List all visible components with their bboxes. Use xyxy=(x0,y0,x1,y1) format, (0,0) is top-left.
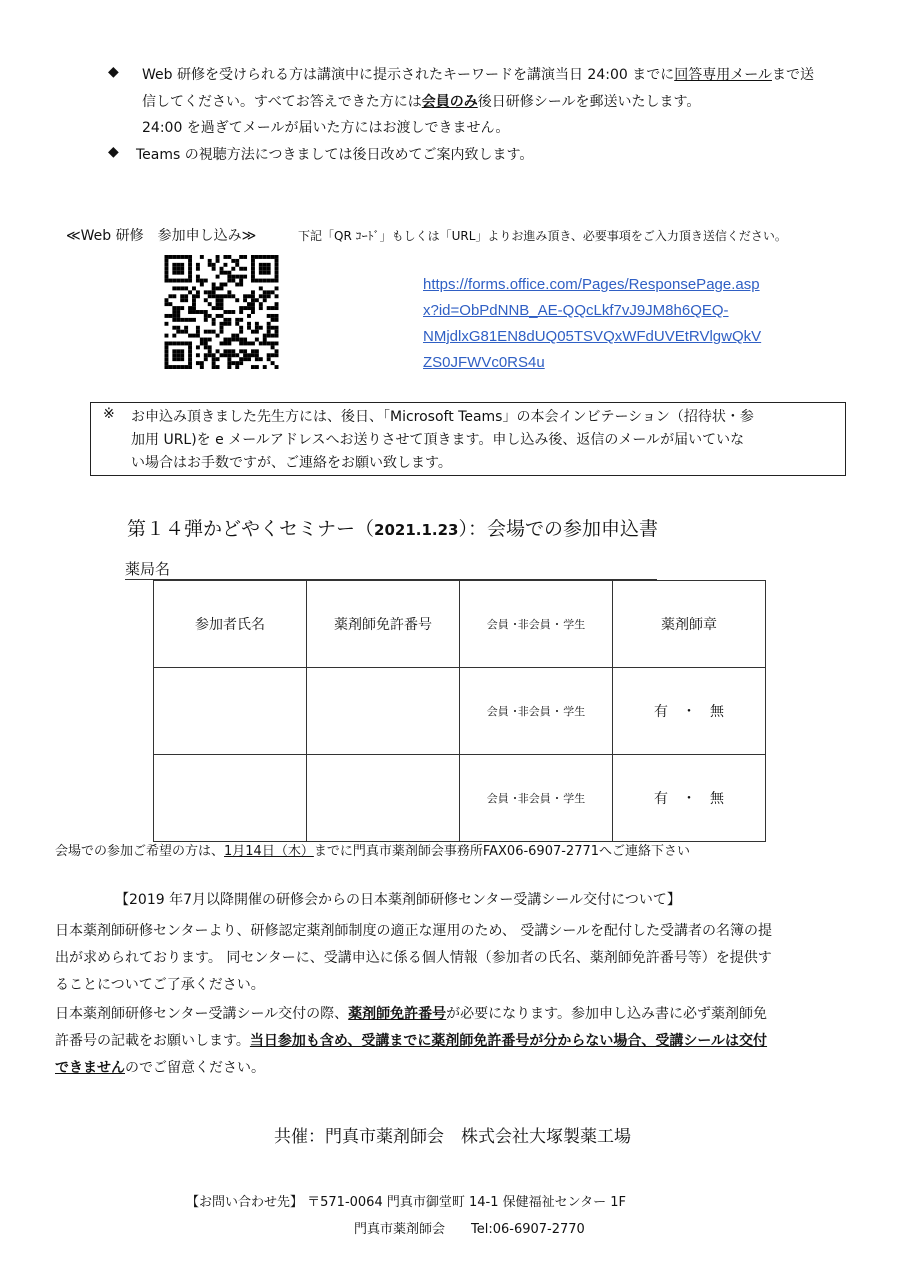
paragraph-line xyxy=(55,1055,772,1082)
bullet-line xyxy=(142,91,700,111)
seminar-date: 2021.1.23 xyxy=(374,521,459,539)
contact-phone: 門真市薬剤師会 Tel:06-6907-2770 xyxy=(354,1222,585,1237)
bullet-line: Teams の視聴方法につきましては後日改めてご案内致します。 xyxy=(136,147,534,163)
table-row xyxy=(154,755,766,842)
title-text: 第１４弾かどやくセミナー（ xyxy=(127,518,375,540)
name-cell[interactable] xyxy=(154,668,307,755)
table-header-row xyxy=(154,581,766,668)
text: 会場での参加ご希望の方は、 xyxy=(55,844,225,859)
badge-cell[interactable]: 有 ・ 無 xyxy=(613,755,766,842)
text: Web 研修を受けられる方は講演中に提示されたキーワードを講演当日 24:00 までに xyxy=(142,67,675,83)
reference-mark: ※ xyxy=(103,406,115,422)
text: 日本薬剤師研修センター受講シール交付の際、 xyxy=(55,1006,349,1022)
title-text: ）：会場での参加申込書 xyxy=(458,518,658,540)
seal-section-title: 【2019 年7月以降開催の研修会からの日本薬剤師研修センター受講シール交付について】 xyxy=(115,892,681,908)
emphasis: できません xyxy=(55,1060,125,1076)
text: のでご留意ください。 xyxy=(125,1060,265,1076)
table-row xyxy=(154,668,766,755)
header-name: 参加者氏名 xyxy=(154,581,307,668)
text: 後日研修シールを郵送いたします。 xyxy=(477,94,701,110)
emphasis: 薬剤師免許番号 xyxy=(348,1006,447,1022)
text: 信してください。すべてお答えできた方には xyxy=(142,94,422,110)
underlined-text: 会員のみ xyxy=(421,94,478,110)
header-badge: 薬剤師章 xyxy=(613,581,766,668)
bullet-diamond-icon: ◆ xyxy=(108,144,119,160)
text: 許番号の記載をお願いします。 xyxy=(55,1033,250,1049)
deadline: 1月14日（木） xyxy=(224,844,314,859)
pharmacy-name-field[interactable] xyxy=(125,558,657,580)
web-heading: ≪Web 研修 参加申し込み≫ xyxy=(66,228,257,244)
paragraph-line xyxy=(55,1028,772,1055)
emphasis: 当日参加も含め、受講までに薬剤師免許番号が分からない場合、受講シールは交付 xyxy=(249,1033,768,1049)
registration-table xyxy=(153,580,766,842)
venue-note xyxy=(55,840,690,859)
text: が必要になります。参加申し込み書に必ず薬剤師免 xyxy=(446,1006,768,1022)
paragraph-line xyxy=(55,1001,772,1028)
paragraph-line: 日本薬剤師研修センターより、研修認定薬剤師制度の適正な運用のため、 受講シールを配付した受講者の名簿の提 xyxy=(55,923,773,939)
url-line[interactable]: https://forms.office.com/Pages/ResponsePage.asp xyxy=(423,276,760,293)
notice-line: お申込み頂きました先生方には、後日、「Microsoft Teams」の本会インビテーション（招待状・参 xyxy=(131,409,754,425)
name-cell[interactable] xyxy=(154,755,307,842)
qr-code[interactable] xyxy=(163,255,280,369)
form-url-link[interactable] xyxy=(423,272,761,376)
form-title xyxy=(127,514,658,541)
text: まで送 xyxy=(771,67,814,83)
notice-box xyxy=(90,402,846,476)
paragraph-line: 出が求められております。 同センターに、受講申込に係る個人情報（参加者の氏名、薬剤師免許番号等）を提供す xyxy=(55,950,772,966)
badge-cell[interactable]: 有 ・ 無 xyxy=(613,668,766,755)
header-membership: 会員 ･非会員 ･ 学生 xyxy=(460,581,613,668)
bullet-line: 24:00 を過ぎてメールが届いた方にはお渡しできません。 xyxy=(142,120,510,136)
url-line[interactable]: ZS0JFWVc0RS4u xyxy=(423,354,545,371)
membership-cell[interactable]: 会員 ･非会員 ･ 学生 xyxy=(460,668,613,755)
license-cell[interactable] xyxy=(307,755,460,842)
bullet-line xyxy=(142,64,814,84)
pharmacy-label: 薬局名 xyxy=(125,560,171,578)
bullet-diamond-icon: ◆ xyxy=(108,64,119,80)
license-cell[interactable] xyxy=(307,668,460,755)
notice-text xyxy=(131,406,754,475)
web-instruction: 下記「QR ｺｰﾄﾞ」もしくは「URL」よりお進み頂き、必要事項をご入力頂き送信ください。 xyxy=(298,229,787,243)
co-sponsors: 共催：門真市薬剤師会 株式会社大塚製薬工場 xyxy=(274,1127,631,1147)
notice-line: 加用 URL)を e メールアドレスへお送りさせて頂きます。申し込み後、返信のメールが届いていな xyxy=(131,432,745,448)
paragraph-line: ることについてご了承ください。 xyxy=(55,977,265,993)
notice-line: い場合はお手数ですが、ご連絡をお願い致します。 xyxy=(131,455,452,471)
url-line[interactable]: NMjdlxG81EN8dUQ05TSVQxWFdUVEtRVlgwQkV xyxy=(423,328,762,345)
url-line[interactable]: x?id=ObPdNNB_AE-QQcLkf7vJ9JM8h6QEQ- xyxy=(423,302,729,319)
header-license: 薬剤師免許番号 xyxy=(307,581,460,668)
membership-cell[interactable]: 会員 ･非会員 ･ 学生 xyxy=(460,755,613,842)
contact-address: 【お問い合わせ先】 〒571-0064 門真市御堂町 14-1 保健福祉センター 1F xyxy=(186,1195,626,1210)
underlined-text: 回答専用メール xyxy=(674,67,772,83)
text: までに門真市薬剤師会事務所FAX06-6907-2771へご連絡下さい xyxy=(313,844,691,859)
seal-paragraph xyxy=(55,918,772,1082)
